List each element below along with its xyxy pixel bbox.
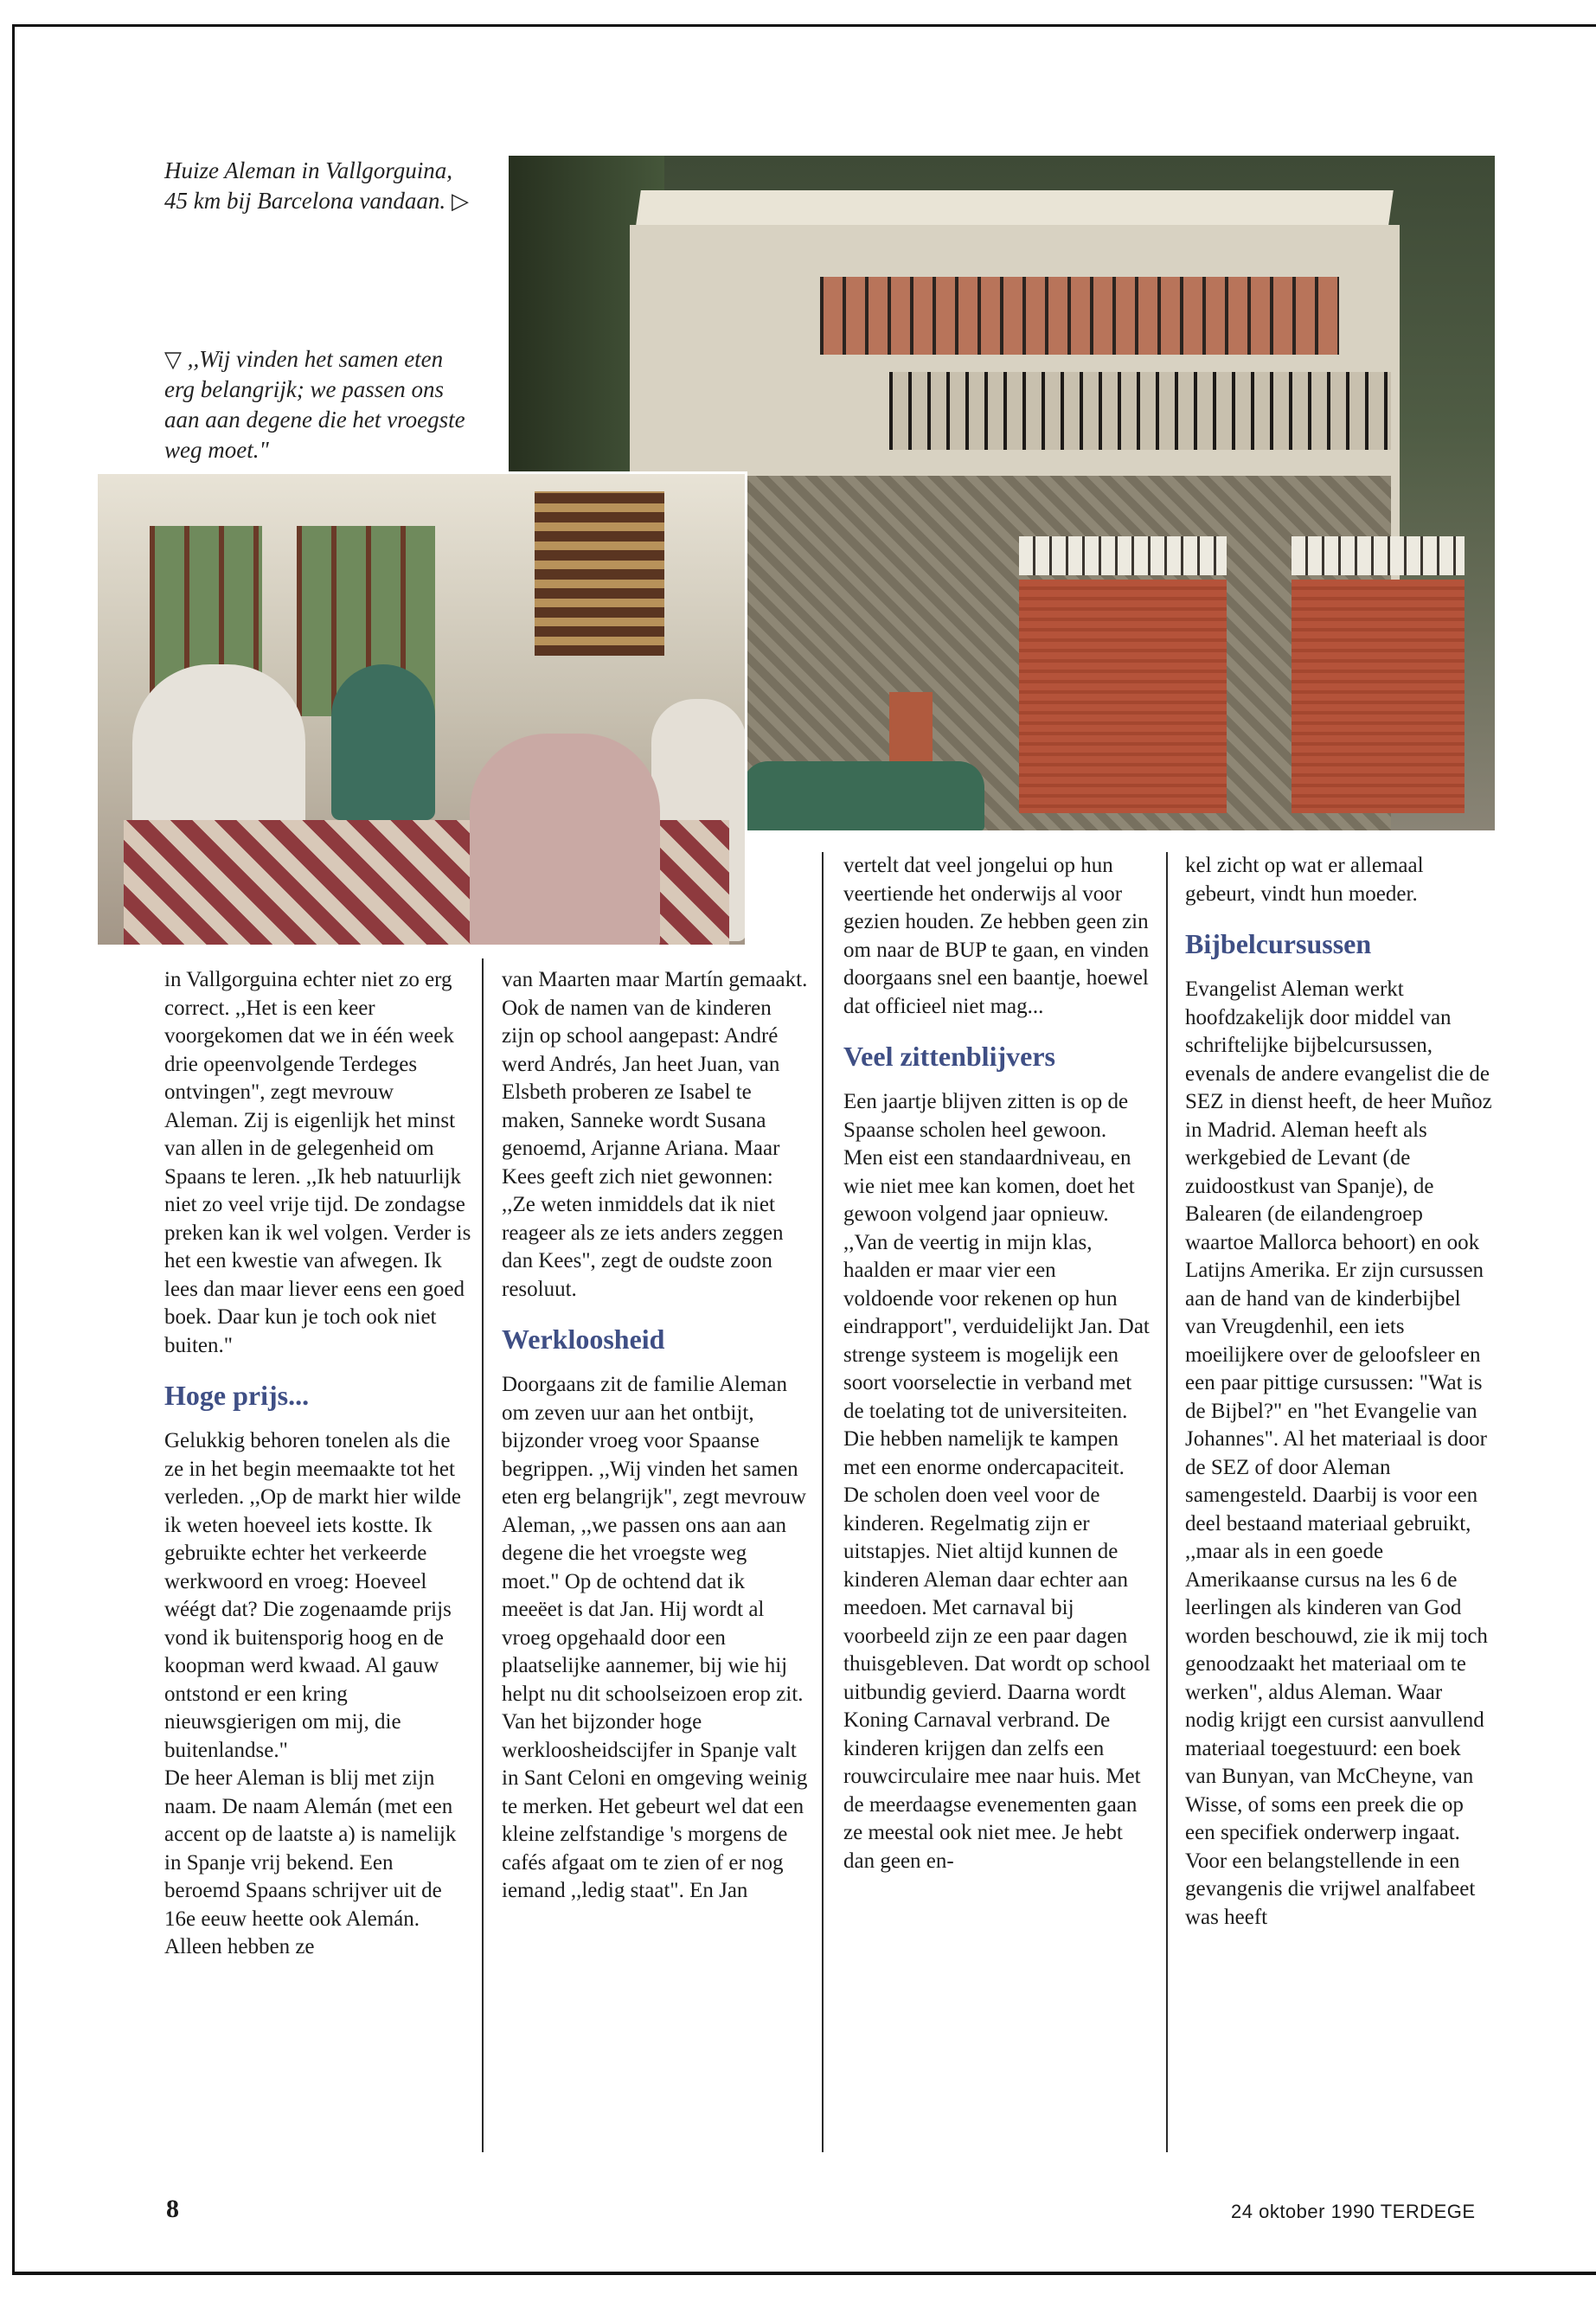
col2-paragraph-1: van Maarten maar Martín gemaakt. Ook de namen van de kinderen zijn op school aangepast: André werd Andrés, Jan heet Juan, van Elsbeth proberen ze Isabel te maken, Sanneke wordt Susana genoemd, Arjanne Ariana. Maar Kees geeft zich niet gewonnen: ,,Ze weten inmiddels dat ik niet reageer als ze iets anders zeggen dan Kees", zegt de oudste zoon resoluut. xyxy=(502,968,808,1301)
heading-bijbelcursussen: Bijbelcursussen xyxy=(1185,928,1372,959)
garage-door-left xyxy=(1019,580,1227,813)
column-rule-2 xyxy=(822,852,824,2152)
article-column-4 xyxy=(1185,852,1492,1932)
page-frame-bottom xyxy=(12,2272,1596,2275)
right-arrow-icon: ▷ xyxy=(451,189,469,214)
col3-paragraph-3: De scholen doen veel voor de kinderen. Regelmatig zijn er uitstapjes. Niet altijd kunnen de kinderen Aleman daar echter aan meedoen. Met carnaval bij voorbeeld zijn ze een paar dagen thuisgebleven. Dat wordt op school uitbundig gevierd. Daarna wordt Koning Carnaval verbrand. De kinderen krijgen dan zelfs een rouwcirculaire mee naar huis. Met de meerdaagse evenementen gaan ze meestal ook niet mee. Je hebt dan geen en- xyxy=(843,1484,1151,1873)
col3-paragraph-1: vertelt dat veel jongelui op hun veertiende het onderwijs al voor gezien houden. Ze hebben geen zin om naar de BUP te gaan, en vinden doorgaans snel een baantje, hoewel dat officieel niet mag... xyxy=(843,854,1150,1018)
page-frame-top xyxy=(12,24,1596,27)
col1-paragraph-2: Gelukkig behoren tonelen als die ze in het begin meemaakte tot het verleden. ,,Op de markt hier wilde ik weten hoeveel iets kostte. Ik gebruikte echter het verkeerde werkwoord en vroeg: Hoeveel wéégt dat? Die zogenaamde prijs vond ik buitensporig hoog en de koopman werd kwaad. Al gauw ontstond er een kring nieuwsgierigen om mij, die buitenlandse." xyxy=(164,1429,461,1762)
col3-paragraph-2: Een jaartje blijven zitten is op de Spaanse scholen heel gewoon. Men eist een standaardniveau, en wie niet mee kan komen, doet het gewoon volgend jaar opnieuw. ,,Van de veertig in mijn klas, haalden er maar vier een voldoende voor rekenen op hun eindrapport", verduidelijkt Jan. Dat strenge systeem is mogelijk een soort voorselectie in verband met de toelating tot de universiteiten. Die hebben namelijk te kampen met een enorme ondercapaciteit. xyxy=(843,1090,1150,1479)
dinner-caption xyxy=(164,344,476,465)
page-frame-left xyxy=(12,24,15,2273)
garage-door-right xyxy=(1292,580,1465,813)
heading-hoge-prijs: Hoge prijs... xyxy=(164,1380,310,1411)
column-rule-3 xyxy=(1166,852,1168,2152)
dinner-photo xyxy=(95,471,747,947)
page-number: 8 xyxy=(166,2195,179,2223)
column-rule-1 xyxy=(482,958,484,2152)
wall-tapestry xyxy=(535,491,664,656)
house-caption-text: Huize Aleman in Vallgorguina, 45 km bij Barcelona vandaan. xyxy=(164,157,452,214)
col1-paragraph-1: in Vallgorguina echter niet zo erg correct. ,,Het is een keer voorgekomen dat we in één week drie opeenvolgende Terdeges ontvingen", zegt mevrouw Aleman. Zij is eigenlijk het minst van allen in de gelegenheid om Spaans te leren. ,,Ik heb natuurlijk niet zo veel vrije tijd. De zondagse preken kan ik wel volgen. Verder is het een kwestie van afwegen. Ik lees dan maar liever eens een goed boek. Daar kun je toch ook niet buiten." xyxy=(164,968,471,1357)
heading-veel-zittenblijvers: Veel zittenblijvers xyxy=(843,1041,1055,1072)
heading-werkloosheid: Werkloosheid xyxy=(502,1324,665,1355)
issue-footer: 24 oktober 1990 TERDEGE xyxy=(1231,2201,1476,2222)
article-column-1 xyxy=(164,966,471,1962)
house-caption xyxy=(164,156,476,216)
col4-paragraph-2: Evangelist Aleman werkt hoofdzakelijk door middel van schriftelijke bijbelcursussen, evenals de andere evangelist die de SEZ in dienst heeft, de heer Muñoz in Madrid. Aleman heeft als werkgebied de Levant (de zuidoostkust van Spanje), de Balearen (de eilandengroep waartoe Mallorca behoort) en ook Latijns Amerika. Er zijn cursussen aan de hand van de kinderbijbel van Vreugdenhil, een iets moeilijkere over de geloofsleer en een paar pittige cursussen: "Wat is de Bijbel?" en "het Evangelie van Johannes". Al het materiaal is door de SEZ of door Aleman samengesteld. Daarbij is voor een deel bestaand materiaal gebruikt, ,,maar als in een goede Amerikaanse cursus na les 6 de leerlingen als kinderen van God worden beschouwd, zie ik mij toch genoodzaakt het materiaal om te werken", aldus Aleman. Waar nodig krijgt een cursist aanvullend materiaal toegestuurd: een boek van Bunyan, van McCheyne, van Wisse, of soms een preek die op een specifiek onderwerp ingaat. Voor een belangstellende in een gevangenis die vrijwel analfabeet was heeft xyxy=(1185,977,1492,1929)
dinner-caption-text: ,,Wij vinden het samen eten erg belangrijk; we passen ons aan aan degene die het vroegste weg moet." xyxy=(164,346,465,463)
col4-paragraph-1: kel zicht op wat er allemaal gebeurt, vindt hun moeder. xyxy=(1185,854,1424,906)
article-column-2 xyxy=(502,966,809,1906)
col2-paragraph-2: Doorgaans zit de familie Aleman om zeven uur aan het ontbijt, bijzonder vroeg voor Spaanse begrippen. ,,Wij vinden het samen eten erg belangrijk", zegt mevrouw Aleman, ,,we passen ons aan aan degene die het vroegste weg moet." Op de ochtend dat ik meeëet is dat Jan. Hij wordt al vroeg opgehaald door een plaatselijke aannemer, bij wie hij helpt nu dit schoolseizoen erop zit. Van het bijzonder hoge werkloosheidscijfer in Spanje valt in Sant Celoni en omgeving weinig te merken. Het gebeurt wel dat een kleine zelfstandige 's morgens de cafés afgaat om te zien of er nog iemand ,,ledig staat". En Jan xyxy=(502,1373,808,1902)
article-column-3 xyxy=(843,852,1151,1875)
col1-paragraph-3: De heer Aleman is blij met zijn naam. De naam Alemán (met een accent op de laatste a) is namelijk in Spanje vrij bekend. Een beroemd Spaans schrijver uit de 16e eeuw heette ook Alemán. Alleen hebben ze xyxy=(164,1766,457,1958)
down-arrow-icon: ▽ xyxy=(164,347,182,372)
